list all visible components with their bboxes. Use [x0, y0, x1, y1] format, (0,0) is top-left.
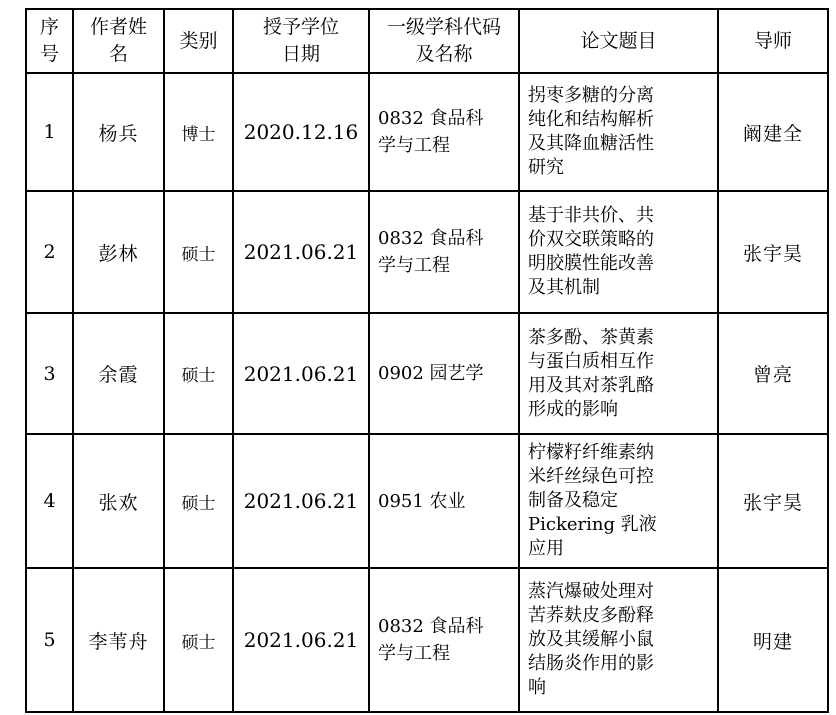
cell-discipline-code-name: 0951 农业: [369, 434, 519, 568]
cell-thesis-title: 基于非共价、共价双交联策略的明胶膜性能改善及其机制: [519, 191, 718, 313]
cell-category: 硕士: [164, 568, 233, 712]
cell-degree-date: 2020.12.16: [233, 73, 369, 191]
col-header-thesis-title: 论文题目: [519, 9, 718, 73]
cell-discipline-code-name: 0832 食品科学与工程: [369, 73, 519, 191]
cell-index: 5: [26, 568, 73, 712]
col-header-discipline: 一级学科代码及名称: [369, 9, 519, 73]
cell-author-name: 李苇舟: [73, 568, 164, 712]
cell-discipline-code-name: 0832 食品科学与工程: [369, 568, 519, 712]
table-row: [26, 434, 828, 568]
cell-author-name: 彭林: [73, 191, 164, 313]
col-header-index: 序号: [26, 9, 73, 73]
cell-author-name: 杨兵: [73, 73, 164, 191]
col-header-category: 类别: [164, 9, 233, 73]
cell-index: 3: [26, 313, 73, 434]
cell-thesis-title: 拐枣多糖的分离纯化和结构解析及其降血糖活性研究: [519, 73, 718, 191]
cell-thesis-title: 蒸汽爆破处理对苦荞麸皮多酚释放及其缓解小鼠结肠炎作用的影响: [519, 568, 718, 712]
cell-thesis-title: 茶多酚、茶黄素与蛋白质相互作用及其对茶乳酪形成的影响: [519, 313, 718, 434]
cell-advisor: 张宇昊: [718, 191, 828, 313]
cell-advisor: 阚建全: [718, 73, 828, 191]
cell-category: 硕士: [164, 434, 233, 568]
cell-index: 4: [26, 434, 73, 568]
col-header-author: 作者姓名: [73, 9, 164, 73]
cell-degree-date: 2021.06.21: [233, 191, 369, 313]
col-header-advisor: 导师: [718, 9, 828, 73]
degree-thesis-table: [25, 8, 829, 713]
table-row: [26, 73, 828, 191]
cell-index: 1: [26, 73, 73, 191]
cell-index: 2: [26, 191, 73, 313]
cell-discipline-code-name: 0832 食品科学与工程: [369, 191, 519, 313]
cell-category: 硕士: [164, 313, 233, 434]
cell-advisor: 明建: [718, 568, 828, 712]
cell-thesis-title: 柠檬籽纤维素纳米纤丝绿色可控制备及稳定Pickering 乳液应用: [519, 434, 718, 568]
cell-degree-date: 2021.06.21: [233, 568, 369, 712]
table-row: [26, 313, 828, 434]
cell-discipline-code-name: 0902 园艺学: [369, 313, 519, 434]
cell-degree-date: 2021.06.21: [233, 434, 369, 568]
cell-author-name: 余霞: [73, 313, 164, 434]
cell-category: 硕士: [164, 191, 233, 313]
table-row: [26, 568, 828, 712]
cell-advisor: 曾亮: [718, 313, 828, 434]
table-row: [26, 191, 828, 313]
col-header-degree-date: 授予学位日期: [233, 9, 369, 73]
header-row: [26, 9, 828, 73]
cell-degree-date: 2021.06.21: [233, 313, 369, 434]
cell-advisor: 张宇昊: [718, 434, 828, 568]
cell-category: 博士: [164, 73, 233, 191]
cell-author-name: 张欢: [73, 434, 164, 568]
